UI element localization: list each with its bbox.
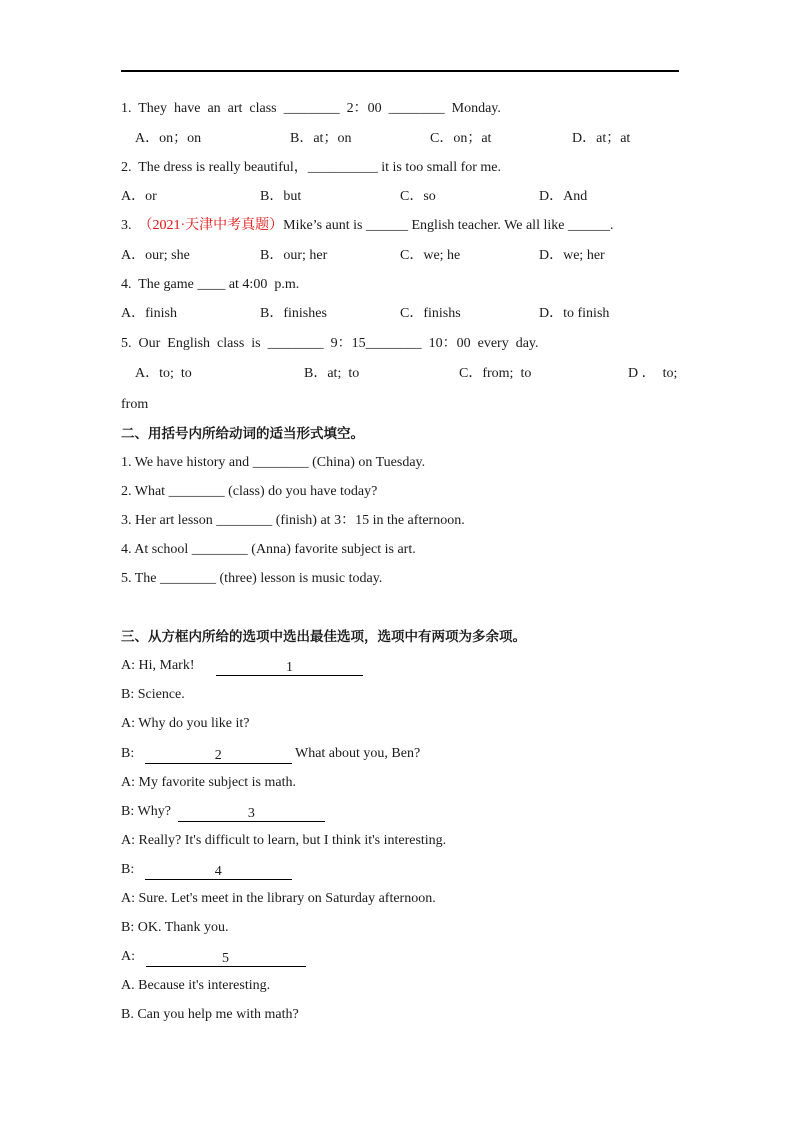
- dialogue-line-7: A: Really? It's difficult to learn, but I think it's interesting.: [121, 833, 447, 848]
- blank-1-number: 1: [216, 661, 363, 676]
- blank-5-number: 5: [146, 952, 306, 967]
- question-2: 2. The dress is really beautiful，__________ it is too small for me.: [121, 160, 502, 175]
- q2-option-b: B．but: [260, 189, 302, 204]
- speaker-b-label: B:: [121, 746, 135, 761]
- fill-item-2: 2. What ________ (class) do you have today?: [121, 484, 378, 499]
- q1-option-c: C．on；at: [430, 131, 492, 146]
- q5-option-d: D ． to;: [628, 366, 678, 381]
- question-1: 1. They have an art class ________ 2：00 ________ Monday.: [121, 101, 501, 116]
- section-2-heading: 二、用括号内所给动词的适当形式填空。: [121, 426, 364, 442]
- choice-b: B. Can you help me with math?: [121, 1007, 299, 1022]
- dialogue-line-4-text: What about you, Ben?: [294, 746, 421, 761]
- q3-source-tag: （2021·天津中考真题）: [138, 218, 284, 233]
- dialogue-line-2: B: Science.: [121, 687, 185, 702]
- q5-option-d-wrap: from: [121, 397, 149, 412]
- dialogue-line-5: A: My favorite subject is math.: [121, 775, 296, 790]
- fill-item-3: 3. Her art lesson ________ (finish) at 3：15 in the afternoon.: [121, 513, 465, 528]
- section-3-heading: 三、从方框内所给的选项中选出最佳选项，选项中有两项为多余项。: [121, 629, 526, 645]
- q2-option-c: C．so: [400, 189, 436, 204]
- dialogue-line-8: [121, 861, 292, 880]
- question-4: 4. The game ____ at 4:00 p.m.: [121, 277, 300, 292]
- dialogue-line-11: [121, 948, 306, 967]
- q1-option-d: D．at；at: [572, 131, 631, 146]
- fill-item-4: 4. At school ________ (Anna) favorite subject is art.: [121, 542, 416, 557]
- fill-item-1: 1. We have history and ________ (China) on Tuesday.: [121, 455, 426, 470]
- blank-3-number: 3: [178, 807, 325, 822]
- blank-2-number: 2: [145, 749, 292, 764]
- dialogue-line-9: A: Sure. Let's meet in the library on Saturday afternoon.: [121, 891, 436, 906]
- q4-option-a: A．finish: [121, 306, 177, 321]
- speaker-a-label: A:: [121, 949, 135, 964]
- q3-text: Mike’s aunt is ______ English teacher. We all like ______.: [283, 218, 614, 233]
- question-5: 5. Our English class is ________ 9：15________ 10：00 every day.: [121, 336, 539, 351]
- dialogue-blank-1: [216, 657, 363, 676]
- q4-option-c: C．finishs: [400, 306, 461, 321]
- blank-4-number: 4: [145, 865, 292, 880]
- q3-option-d: D．we; her: [539, 248, 605, 263]
- q2-option-a: A．or: [121, 189, 157, 204]
- choice-a: A. Because it's interesting.: [121, 978, 271, 993]
- q4-option-b: B．finishes: [260, 306, 327, 321]
- q3-option-c: C．we; he: [400, 248, 461, 263]
- q5-option-c: C．from; to: [459, 366, 532, 381]
- dialogue-line-4: [121, 745, 420, 764]
- speaker-b-label-2: B:: [121, 862, 135, 877]
- q4-option-d: D．to finish: [539, 306, 610, 321]
- q1-option-a: A．on；on: [135, 131, 202, 146]
- dialogue-line-1: A: Hi, Mark!: [121, 658, 195, 673]
- q5-option-b: B．at; to: [304, 366, 360, 381]
- fill-item-5: 5. The ________ (three) lesson is music today.: [121, 571, 383, 586]
- q3-option-b: B．our; her: [260, 248, 328, 263]
- q2-option-d: D．And: [539, 189, 588, 204]
- dialogue-line-10: B: OK. Thank you.: [121, 920, 229, 935]
- dialogue-line-3: A: Why do you like it?: [121, 716, 250, 731]
- q3-number: 3.: [121, 218, 139, 233]
- top-rule: [121, 70, 679, 72]
- q3-option-a: A．our; she: [121, 248, 190, 263]
- q5-option-a: A．to; to: [135, 366, 192, 381]
- question-3: [121, 217, 613, 235]
- q1-option-b: B．at；on: [290, 131, 352, 146]
- dialogue-line-6: [121, 803, 325, 822]
- dialogue-line-6-text: B: Why?: [121, 804, 171, 819]
